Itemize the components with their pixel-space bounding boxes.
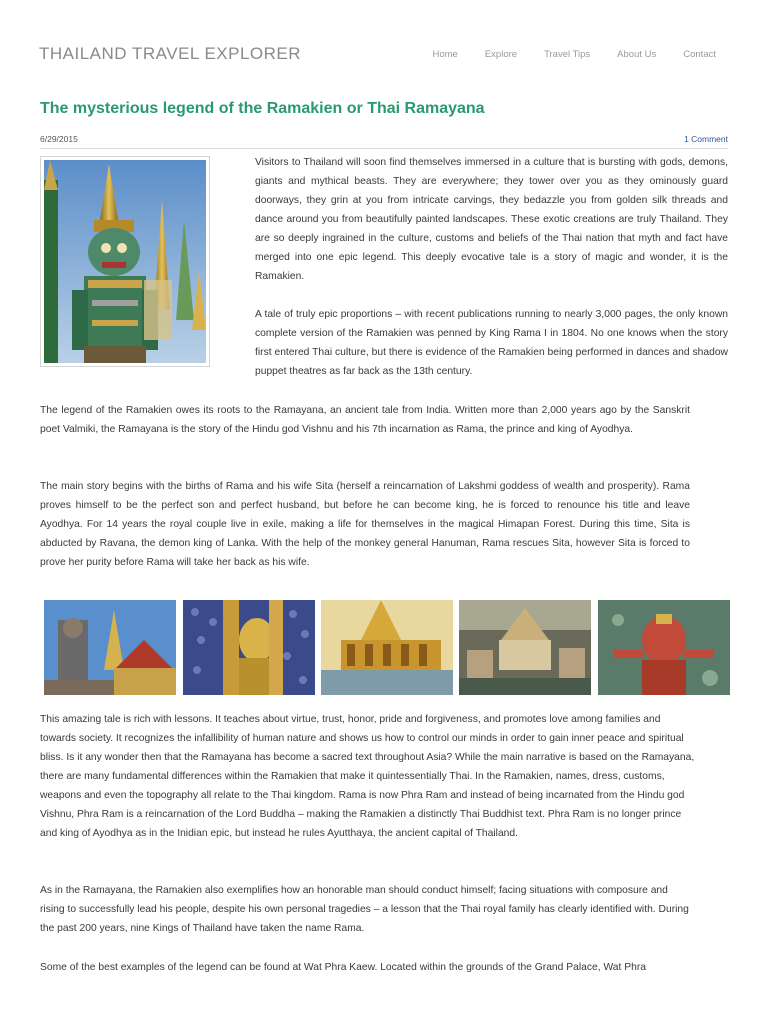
paragraph-2: A tale of truly epic proportions – with recent publications running to nearly 3,000 pages, the only known complete version of the Ramakien was penned by King Rama I in 1804. No one knows when the story first entered Thai culture, but there is evidence of the Ramakien being performed in dances and shadow puppet theatres as far back as the 13th century. [255,309,728,377]
gallery-thumb-2[interactable] [183,600,315,695]
post-meta [40,134,728,149]
gilded-statue-image [183,600,315,695]
golden-chedi-image [321,600,453,695]
temple-guardian-thumb-image [44,600,176,695]
site-title[interactable]: THAILAND TRAVEL EXPLORER [39,44,302,63]
image-gallery [44,600,730,695]
temple-guardian-image [44,160,206,363]
comments-link[interactable]: 1 Comment [684,134,728,144]
paragraph-4: The main story begins with the births of Rama and his wife Sita (herself a reincarnation of Lakshmi goddess of wealth and prosperity). Rama proves himself to be the perfect son and perfect husband, but before he can become king, he is forced to renounce his title and leave Ayodhya. For 14 years the royal couple live in exile, making a life for themselves in the magical Himapan Forest. During this time, Sita is abducted by Ravana, the demon king of Lanka. With the help of the monkey general Hanuman, Rama rescues Sita, however Sita is forced to prove her purity before Rama will take her back as his wife. [40,481,690,568]
paragraph-5: This amazing tale is rich with lessons. It teaches about virtue, trust, honor, pride and forgiveness, and promotes love among families and towards society. It recognizes the infallibility of human nature and shows us how to control our minds in order to gain inner peace and spiritual bliss. Is it any wonder then that the Ramayana has become a sacred text throughout Asia? While the main narrative is based on the Ramayana, there are many fundamental differences within the Ramakien that make it quintessentially Thai. In the Ramakien, names, dress, customs, weapons and even the topography all relate to the Thai kingdom. Rama is now Phra Ram and instead of being incarnated from the Hindu god Vishnu, Phra Ram is a reincarnation of the Lord Buddha – making the Ramakien a distinctly Thai Buddhist text. Phra Ram is no longer prince and king of Ayodhya as in the Inidian epic, but instead he rules Ayutthaya, the ancient capital of Thailand. [40,714,695,839]
nav-travel-tips[interactable]: Travel Tips [544,49,591,60]
gallery-thumb-1[interactable] [44,600,176,695]
gallery-thumb-4[interactable] [459,600,591,695]
nav-explore[interactable]: Explore [484,49,518,60]
main-nav [406,49,717,60]
site-header [0,0,768,100]
paragraph-1: Visitors to Thailand will soon find themselves immersed in a culture that is bursting with gods, demons, giants and mythical beasts. They are everywhere; they tower over you as they ominously guard doorways, they grin at you from intricate carvings, they bedazzle you from golden silk threads and dance around you from beautifully painted landscapes. These exotic creations are truly Thailand. They are so deeply ingrained in the culture, customs and beliefs of the Thai nation that myth and fact have merged into one epic legend. This deeply evocative tale is a story of magic and wonder, it is the Ramakien. [255,157,728,282]
paragraph-7: Some of the best examples of the legend can be found at Wat Phra Kaew. Located within the grounds of the Grand Palace, Wat Phra [40,962,646,973]
hero-image[interactable] [40,156,210,367]
post-title[interactable]: The mysterious legend of the Ramakien or Thai Ramayana [40,100,485,117]
mural-painting-image [459,600,591,695]
gallery-thumb-5[interactable] [598,600,730,695]
nav-contact[interactable]: Contact [683,49,716,60]
nav-about-us[interactable]: About Us [617,49,657,60]
gallery-thumb-3[interactable] [321,600,453,695]
post-date: 6/29/2015 [40,134,78,144]
demon-mural-image [598,600,730,695]
paragraph-3: The legend of the Ramakien owes its roots to the Ramayana, an ancient tale from India. Written more than 2,000 years ago by the Sanskrit poet Valmiki, the Ramayana is the story of the Hindu god Vishnu and his 7th incarnation as Rama, the prince and king of Ayodhya. [40,405,690,435]
paragraph-6: As in the Ramayana, the Ramakien also exemplifies how an honorable man should conduct himself; facing situations with composure and rising to successfully lead his people, despite his own personal tragedies – a lesson that the Thai royal family has clearly identified with. During the past 200 years, nine Kings of Thailand have taken the name Rama. [40,885,689,934]
nav-home[interactable]: Home [432,49,458,60]
